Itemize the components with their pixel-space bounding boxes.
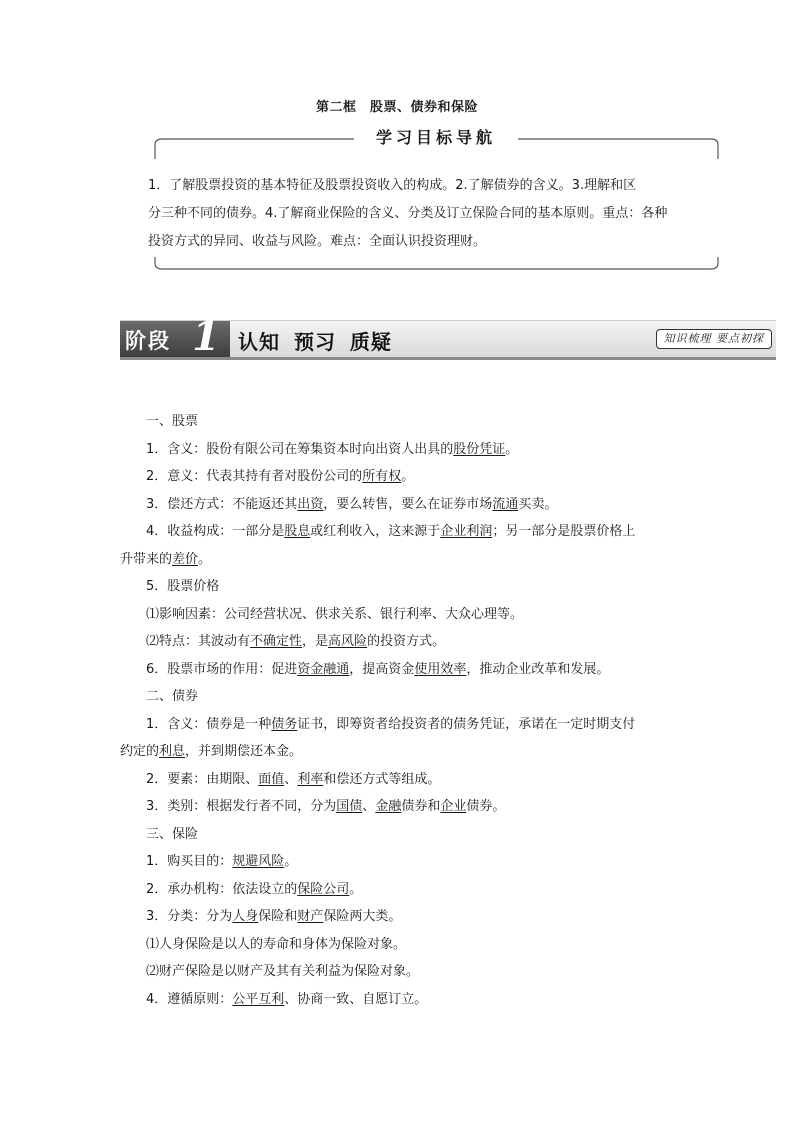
goals-line: 投资方式的异同、收益与风险。难点：全面认识投资理财。 [148,234,487,249]
stage-title: 认知 预习 质疑 [238,330,392,354]
list-item: 5．股票价格 [146,579,220,594]
stage-badge [120,313,230,360]
list-item: 2．承办机构：依法设立的保险公司。 [146,881,363,897]
stage-tag: 知识梳理 要点初探 [656,329,773,349]
sub-item: ⑴影响因素：公司经营状况、供求关系、银行利率、大众心理等。 [146,606,524,622]
list-item-continued: 约定的利息，并到期偿还本金。 [120,744,303,759]
list-item: 1．购买目的：规避风险。 [146,854,298,869]
content-body [120,408,680,1013]
page-title: 第二框 股票、债券和保险 [315,100,478,115]
list-item: 1．含义：股份有限公司在筹集资本时向出资人出具的股份凭证。 [146,441,519,457]
stage-number: 1 [192,313,220,360]
list-item: 3．类别：根据发行者不同，分为国债、金融债券和企业债券。 [146,799,506,814]
list-item: 2．要素：由期限、面值、利率和偿还方式等组成。 [146,771,441,787]
section-heading-bond: 二、债券 [146,689,199,704]
sub-item: ⑴人身保险是以人的寿命和身体为保险对象。 [146,936,407,952]
sub-item: ⑵特点：其波动有不确定性，是高风险的投资方式。 [146,634,446,649]
list-item: 2．意义：代表其持有者对股份公司的所有权。 [146,469,415,484]
list-item: 3．分类：分为人身保险和财产保险两大类。 [146,909,402,924]
goals-text [148,172,678,256]
section-heading-stock: 一、股票 [146,414,199,429]
sub-item: ⑵财产保险是以财产及其有关利益为保险对象。 [146,964,420,979]
list-item: 3．偿还方式：不能返还其出资，要么转售，要么在证券市场流通买卖。 [146,496,558,512]
list-item: 4．收益构成：一部分是股息或红利收入，这来源于企业利润；另一部分是股票价格上 [146,524,636,539]
list-item-continued: 升带来的差价。 [120,551,212,567]
list-item: 4．遵循原则：公平互利、协商一致、自愿订立。 [146,991,428,1007]
section-heading-insurance: 三、保险 [146,826,199,842]
goals-label: 学习目标导航 [359,127,513,149]
stage-word: 阶段 [125,329,171,353]
list-item: 6．股票市场的作用：促进资金融通，提高资金使用效率，推动企业改革和发展。 [146,661,610,677]
stage-banner [120,313,776,360]
goals-line: 分三种不同的债券。4.了解商业保险的含义、分类及订立保险合同的基本原则。重点：各种 [148,206,668,221]
goals-line: 1．了解股票投资的基本特征及股票投资收入的构成。2.了解债券的含义。3.理解和区 [148,178,637,193]
list-item: 1．含义：债券是一种债务证书，即筹资者给投资者的债务凭证，承诺在一定时期支付 [146,716,636,732]
